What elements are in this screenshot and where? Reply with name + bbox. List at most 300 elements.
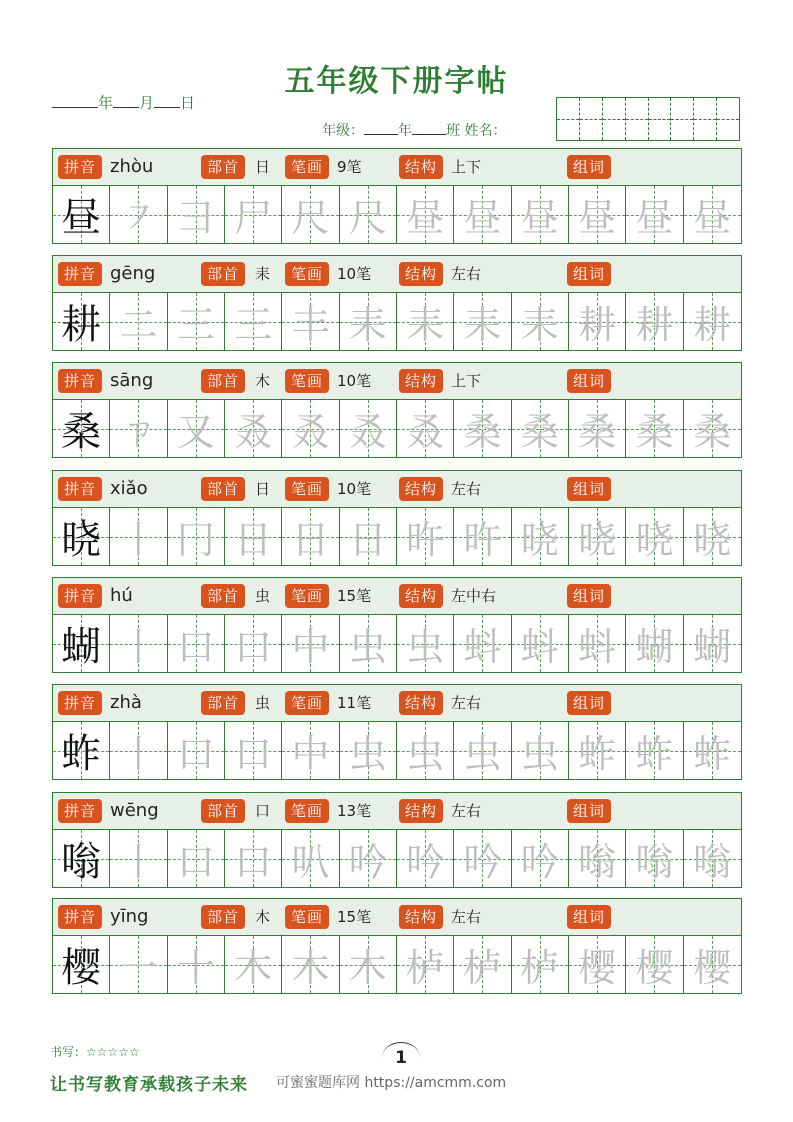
- day-label: 日: [180, 94, 196, 112]
- stroke-step: 昼: [520, 196, 559, 240]
- stroke-step-cell[interactable]: [626, 722, 683, 779]
- stroke-step-cell[interactable]: [340, 722, 397, 779]
- date-line: [52, 92, 195, 113]
- stroke-step-cell[interactable]: [397, 615, 454, 672]
- stroke-step: 口: [176, 625, 215, 669]
- stroke-step-cell[interactable]: [225, 400, 282, 457]
- stroke-step-cell[interactable]: [512, 508, 569, 565]
- stroke-step-cell[interactable]: [397, 186, 454, 243]
- pinyin-tag: 拼音: [58, 155, 102, 179]
- stroke-step: 冂: [176, 518, 215, 562]
- stroke-step: 吟: [520, 840, 559, 884]
- strokes-tag: 笔画: [285, 691, 329, 715]
- strokes-tag: 笔画: [285, 799, 329, 823]
- stroke-step-cell[interactable]: [569, 186, 626, 243]
- stroke-step: 昼: [693, 196, 732, 240]
- stroke-step: 耒: [406, 303, 445, 347]
- practice-block: [52, 577, 742, 673]
- month-label: 月: [139, 94, 155, 112]
- stroke-step: 叒: [348, 410, 387, 454]
- grade-blank[interactable]: [364, 121, 398, 135]
- watermark: 可蜜蜜题库网 https://amcmm.com: [276, 1075, 507, 1091]
- stroke-step-cell[interactable]: [340, 830, 397, 887]
- strokes-value: 13笔: [337, 802, 372, 820]
- stroke-step: 虫: [406, 625, 445, 669]
- pinyin-value: hú: [110, 585, 133, 606]
- stroke-step: 耒: [520, 303, 559, 347]
- stroke-step: 栌: [406, 946, 445, 990]
- stroke-step: 蚱: [693, 732, 732, 776]
- stroke-step-cell[interactable]: [168, 615, 225, 672]
- stroke-step-cell[interactable]: [340, 508, 397, 565]
- strokes-value: 9笔: [337, 158, 362, 176]
- stroke-step-cell[interactable]: [454, 186, 511, 243]
- stroke-step-cell[interactable]: [168, 830, 225, 887]
- stroke-step-cell[interactable]: [225, 722, 282, 779]
- stroke-step: 丨: [119, 625, 158, 669]
- strokes-tag: 笔画: [285, 477, 329, 501]
- model-character-cell[interactable]: [53, 615, 110, 672]
- pinyin-value: yīng: [110, 906, 149, 927]
- stroke-step: 嗡: [635, 840, 674, 884]
- writing-grid: [52, 508, 742, 566]
- model-character-cell[interactable]: [53, 508, 110, 565]
- stroke-step: 嗡: [693, 840, 732, 884]
- stroke-step: 中: [291, 732, 330, 776]
- stroke-step-cell[interactable]: [110, 508, 167, 565]
- structure-value: 上下: [451, 372, 482, 390]
- stroke-step-cell[interactable]: [340, 186, 397, 243]
- stroke-step: 晓: [578, 518, 617, 562]
- strokes-value: 15笔: [337, 908, 372, 926]
- radical-tag: 部首: [201, 477, 245, 501]
- stroke-step-cell[interactable]: [225, 508, 282, 565]
- stroke-step: 虫: [520, 732, 559, 776]
- stroke-step-cell[interactable]: [397, 830, 454, 887]
- stroke-step: 晓: [635, 518, 674, 562]
- stroke-step: 丨: [119, 518, 158, 562]
- stroke-step-cell[interactable]: [684, 936, 741, 993]
- stroke-step-cell[interactable]: [454, 722, 511, 779]
- char-info-row: [52, 684, 742, 722]
- strokes-tag: 笔画: [285, 369, 329, 393]
- stroke-step: 二: [119, 303, 158, 347]
- stroke-step: 蚱: [635, 732, 674, 776]
- month-blank[interactable]: [113, 93, 139, 108]
- stroke-step: 蚪: [520, 625, 559, 669]
- stroke-step-cell[interactable]: [512, 722, 569, 779]
- class-label: 班: [446, 123, 460, 139]
- writing-grid: [52, 186, 742, 244]
- stroke-step-cell[interactable]: [569, 293, 626, 350]
- stroke-step: 口: [176, 732, 215, 776]
- model-character: 昼: [61, 195, 102, 241]
- stroke-step-cell[interactable]: [340, 936, 397, 993]
- stroke-step-cell[interactable]: [684, 293, 741, 350]
- stroke-step-cell[interactable]: [397, 722, 454, 779]
- name-box[interactable]: [556, 97, 740, 141]
- stroke-step-cell[interactable]: [512, 615, 569, 672]
- model-character: 樱: [61, 945, 102, 991]
- model-character-cell[interactable]: [53, 830, 110, 887]
- radical-value: 木: [255, 372, 271, 390]
- stroke-step: 桑: [635, 410, 674, 454]
- radical-value: 日: [255, 480, 271, 498]
- char-info-row: [52, 362, 742, 400]
- strokes-value: 10笔: [337, 480, 372, 498]
- stroke-step: 晓: [520, 518, 559, 562]
- words-tag: 组词: [567, 799, 611, 823]
- stroke-step: 尺: [291, 196, 330, 240]
- stroke-step: 桑: [463, 410, 502, 454]
- page-title: 五年级下册字帖: [284, 64, 509, 99]
- stroke-step-cell[interactable]: [512, 186, 569, 243]
- practice-block: [52, 470, 742, 566]
- stroke-step: 蚱: [578, 732, 617, 776]
- strokes-value: 10笔: [337, 372, 372, 390]
- radical-value: 耒: [255, 265, 271, 283]
- stroke-step: 耕: [693, 303, 732, 347]
- stroke-step-cell[interactable]: [225, 293, 282, 350]
- model-character-cell[interactable]: [53, 722, 110, 779]
- stroke-step-cell[interactable]: [110, 936, 167, 993]
- radical-value: 日: [255, 158, 271, 176]
- pinyin-value: xiǎo: [110, 478, 148, 499]
- pinyin-tag: 拼音: [58, 799, 102, 823]
- stroke-step: 丰: [291, 303, 330, 347]
- stroke-step: 尺: [348, 196, 387, 240]
- model-character-cell[interactable]: [53, 400, 110, 457]
- stroke-step: 蝴: [635, 625, 674, 669]
- stroke-step-cell[interactable]: [626, 508, 683, 565]
- stroke-step: 耕: [635, 303, 674, 347]
- pinyin-tag: 拼音: [58, 477, 102, 501]
- model-character: 蝴: [61, 624, 102, 670]
- structure-tag: 结构: [399, 477, 443, 501]
- pinyin-value: zhà: [110, 692, 142, 713]
- stroke-step: 虫: [348, 732, 387, 776]
- stroke-step-cell[interactable]: [454, 936, 511, 993]
- stroke-step: 日: [348, 518, 387, 562]
- practice-block: [52, 792, 742, 888]
- strokes-value: 11笔: [337, 694, 372, 712]
- model-character-cell[interactable]: [53, 186, 110, 243]
- strokes-tag: 笔画: [285, 262, 329, 286]
- stroke-step-cell[interactable]: [569, 508, 626, 565]
- strokes-value: 15笔: [337, 587, 372, 605]
- day-blank[interactable]: [154, 93, 180, 108]
- stroke-step: 旿: [406, 518, 445, 562]
- stroke-step-cell[interactable]: [512, 830, 569, 887]
- stroke-step-cell[interactable]: [684, 508, 741, 565]
- char-info-row: [52, 148, 742, 186]
- stroke-step-cell[interactable]: [340, 615, 397, 672]
- stroke-step-cell[interactable]: [168, 186, 225, 243]
- stroke-step: 吟: [348, 840, 387, 884]
- stroke-step: ㄗ: [119, 410, 158, 454]
- stroke-step: 日: [291, 518, 330, 562]
- stroke-step: 虫: [463, 732, 502, 776]
- char-info-row: [52, 792, 742, 830]
- model-character: 嗡: [61, 839, 102, 885]
- stroke-step: 昼: [578, 196, 617, 240]
- stroke-step: 尸: [234, 196, 273, 240]
- stroke-step: 木: [234, 946, 273, 990]
- radical-tag: 部首: [201, 584, 245, 608]
- stroke-step: 昼: [463, 196, 502, 240]
- stroke-step: 又: [176, 410, 215, 454]
- words-tag: 组词: [567, 477, 611, 501]
- model-character: 桑: [61, 409, 102, 455]
- stroke-step-cell[interactable]: [282, 186, 339, 243]
- stroke-step-cell[interactable]: [454, 615, 511, 672]
- stroke-step-cell[interactable]: [684, 615, 741, 672]
- structure-tag: 结构: [399, 799, 443, 823]
- stroke-step-cell[interactable]: [569, 400, 626, 457]
- stroke-step-cell[interactable]: [168, 722, 225, 779]
- stroke-step-cell[interactable]: [110, 186, 167, 243]
- stroke-step-cell[interactable]: [626, 293, 683, 350]
- pinyin-tag: 拼音: [58, 691, 102, 715]
- stroke-step-cell[interactable]: [626, 400, 683, 457]
- year-label: 年: [98, 94, 114, 112]
- stroke-step-cell[interactable]: [340, 293, 397, 350]
- stroke-step: 中: [291, 625, 330, 669]
- model-character: 耕: [61, 302, 102, 348]
- stroke-step: 日: [234, 518, 273, 562]
- words-tag: 组词: [567, 369, 611, 393]
- stroke-step: 吟: [406, 840, 445, 884]
- stroke-step: 昼: [406, 196, 445, 240]
- stroke-step-cell[interactable]: [569, 936, 626, 993]
- stroke-step-cell[interactable]: [684, 186, 741, 243]
- pinyin-value: wēng: [110, 800, 159, 821]
- stroke-step-cell[interactable]: [168, 293, 225, 350]
- stroke-step-cell[interactable]: [282, 830, 339, 887]
- stroke-step-cell[interactable]: [225, 830, 282, 887]
- stroke-step-cell[interactable]: [110, 615, 167, 672]
- stroke-step: 桑: [520, 410, 559, 454]
- stroke-step-cell[interactable]: [569, 830, 626, 887]
- structure-tag: 结构: [399, 691, 443, 715]
- structure-value: 左右: [451, 265, 482, 283]
- radical-tag: 部首: [201, 691, 245, 715]
- stroke-step: 耕: [578, 303, 617, 347]
- stroke-step: 栌: [463, 946, 502, 990]
- stroke-step-cell[interactable]: [454, 830, 511, 887]
- stroke-step: 嗡: [578, 840, 617, 884]
- words-tag: 组词: [567, 584, 611, 608]
- stroke-step-cell[interactable]: [225, 936, 282, 993]
- stroke-step: 吟: [463, 840, 502, 884]
- stroke-step-cell[interactable]: [110, 400, 167, 457]
- stroke-step: 蝴: [693, 625, 732, 669]
- stroke-step-cell[interactable]: [282, 293, 339, 350]
- pinyin-value: gēng: [110, 263, 156, 284]
- pinyin-tag: 拼音: [58, 369, 102, 393]
- writing-grid: [52, 830, 742, 888]
- stroke-step: 三: [234, 303, 273, 347]
- stroke-step-cell[interactable]: [397, 293, 454, 350]
- writing-grid: [52, 936, 742, 994]
- stroke-step: 十: [176, 946, 215, 990]
- structure-tag: 结构: [399, 905, 443, 929]
- slogan: 让书写教育承载孩子未来: [50, 1075, 248, 1095]
- radical-tag: 部首: [201, 799, 245, 823]
- stroke-step-cell[interactable]: [569, 615, 626, 672]
- stroke-step-cell[interactable]: [282, 508, 339, 565]
- char-info-row: [52, 577, 742, 615]
- stroke-step-cell[interactable]: [397, 508, 454, 565]
- structure-value: 左右: [451, 480, 482, 498]
- stroke-step: 丨: [119, 732, 158, 776]
- stroke-step: 叒: [291, 410, 330, 454]
- stroke-step-cell[interactable]: [684, 722, 741, 779]
- stroke-step-cell[interactable]: [168, 400, 225, 457]
- stroke-step: 虫: [348, 625, 387, 669]
- stroke-step: ⺕: [176, 196, 215, 240]
- structure-value: 左中右: [451, 587, 497, 605]
- stroke-step-cell[interactable]: [684, 400, 741, 457]
- char-info-row: [52, 255, 742, 293]
- stroke-step-cell[interactable]: [225, 615, 282, 672]
- structure-value: 左右: [451, 694, 482, 712]
- model-character-cell[interactable]: [53, 936, 110, 993]
- stroke-step-cell[interactable]: [626, 186, 683, 243]
- stroke-step: 耒: [348, 303, 387, 347]
- rating: 书写：☆☆☆☆☆: [50, 1045, 140, 1059]
- words-tag: 组词: [567, 691, 611, 715]
- stroke-step-cell[interactable]: [684, 830, 741, 887]
- stroke-step-cell[interactable]: [168, 508, 225, 565]
- radical-value: 木: [255, 908, 271, 926]
- stroke-step: 丨: [119, 840, 158, 884]
- radical-value: 虫: [255, 587, 271, 605]
- radical-tag: 部首: [201, 369, 245, 393]
- writing-grid: [52, 722, 742, 780]
- stroke-step-cell[interactable]: [454, 400, 511, 457]
- stroke-step-cell[interactable]: [626, 615, 683, 672]
- stroke-step: 桑: [693, 410, 732, 454]
- stroke-step: 叒: [234, 410, 273, 454]
- stroke-step: 耒: [463, 303, 502, 347]
- stroke-step-cell[interactable]: [340, 400, 397, 457]
- page-number: 1: [382, 1042, 420, 1073]
- words-tag: 组词: [567, 905, 611, 929]
- stroke-step: 栌: [520, 946, 559, 990]
- stroke-step: 虫: [406, 732, 445, 776]
- writing-grid: [52, 400, 742, 458]
- writing-grid: [52, 293, 742, 351]
- stroke-step-cell[interactable]: [626, 936, 683, 993]
- pinyin-value: zhòu: [110, 156, 154, 177]
- stroke-step: 口: [234, 840, 273, 884]
- practice-block: [52, 255, 742, 351]
- stroke-step-cell[interactable]: [110, 293, 167, 350]
- strokes-value: 10笔: [337, 265, 372, 283]
- radical-tag: 部首: [201, 155, 245, 179]
- practice-block: [52, 362, 742, 458]
- radical-value: 虫: [255, 694, 271, 712]
- name-label: 姓名：: [464, 123, 507, 139]
- stroke-step: 蚪: [578, 625, 617, 669]
- radical-value: 口: [255, 802, 271, 820]
- practice-block: [52, 148, 742, 244]
- stroke-step: 旿: [463, 518, 502, 562]
- stroke-step: 樱: [693, 946, 732, 990]
- stroke-step-cell[interactable]: [512, 293, 569, 350]
- stroke-step: 口: [234, 625, 273, 669]
- stroke-step-cell[interactable]: [110, 830, 167, 887]
- student-info: [322, 120, 506, 140]
- strokes-tag: 笔画: [285, 584, 329, 608]
- stroke-step: 桑: [578, 410, 617, 454]
- stroke-step: 晓: [693, 518, 732, 562]
- stroke-step-cell[interactable]: [282, 400, 339, 457]
- structure-value: 左右: [451, 908, 482, 926]
- practice-block: [52, 898, 742, 994]
- pinyin-value: sāng: [110, 370, 154, 391]
- structure-tag: 结构: [399, 584, 443, 608]
- stroke-step-cell[interactable]: [282, 936, 339, 993]
- stroke-step: 樱: [578, 946, 617, 990]
- year-blank[interactable]: [52, 93, 98, 108]
- char-info-row: [52, 898, 742, 936]
- radical-tag: 部首: [201, 905, 245, 929]
- structure-value: 左右: [451, 802, 482, 820]
- class-blank[interactable]: [412, 121, 446, 135]
- stroke-step: 叒: [406, 410, 445, 454]
- stroke-step-cell[interactable]: [626, 830, 683, 887]
- stroke-step: 木: [348, 946, 387, 990]
- stroke-step-cell[interactable]: [454, 508, 511, 565]
- pinyin-tag: 拼音: [58, 905, 102, 929]
- stroke-step-cell[interactable]: [512, 936, 569, 993]
- words-tag: 组词: [567, 262, 611, 286]
- pinyin-tag: 拼音: [58, 584, 102, 608]
- stroke-step: 一: [119, 946, 158, 990]
- grade-label: 年级：: [322, 123, 364, 139]
- writing-grid: [52, 615, 742, 673]
- stroke-step-cell[interactable]: [397, 400, 454, 457]
- stroke-step-cell[interactable]: [569, 722, 626, 779]
- stroke-step-cell[interactable]: [168, 936, 225, 993]
- stroke-step-cell[interactable]: [454, 293, 511, 350]
- model-character: 蚱: [61, 731, 102, 777]
- stroke-step-cell[interactable]: [512, 400, 569, 457]
- char-info-row: [52, 470, 742, 508]
- stroke-step: 昼: [635, 196, 674, 240]
- stroke-step-cell[interactable]: [282, 615, 339, 672]
- structure-tag: 结构: [399, 369, 443, 393]
- stroke-step: 樱: [635, 946, 674, 990]
- stroke-step-cell[interactable]: [397, 936, 454, 993]
- practice-block: [52, 684, 742, 780]
- stroke-step-cell[interactable]: [282, 722, 339, 779]
- stroke-step-cell[interactable]: [225, 186, 282, 243]
- model-character: 晓: [61, 517, 102, 563]
- stroke-step-cell[interactable]: [110, 722, 167, 779]
- structure-tag: 结构: [399, 262, 443, 286]
- stroke-step: ㇇: [119, 196, 158, 240]
- stroke-step: 蚪: [463, 625, 502, 669]
- structure-value: 上下: [451, 158, 482, 176]
- pinyin-tag: 拼音: [58, 262, 102, 286]
- stroke-step: 木: [291, 946, 330, 990]
- stroke-step: 口: [176, 840, 215, 884]
- model-character-cell[interactable]: [53, 293, 110, 350]
- stroke-step: 叭: [291, 840, 330, 884]
